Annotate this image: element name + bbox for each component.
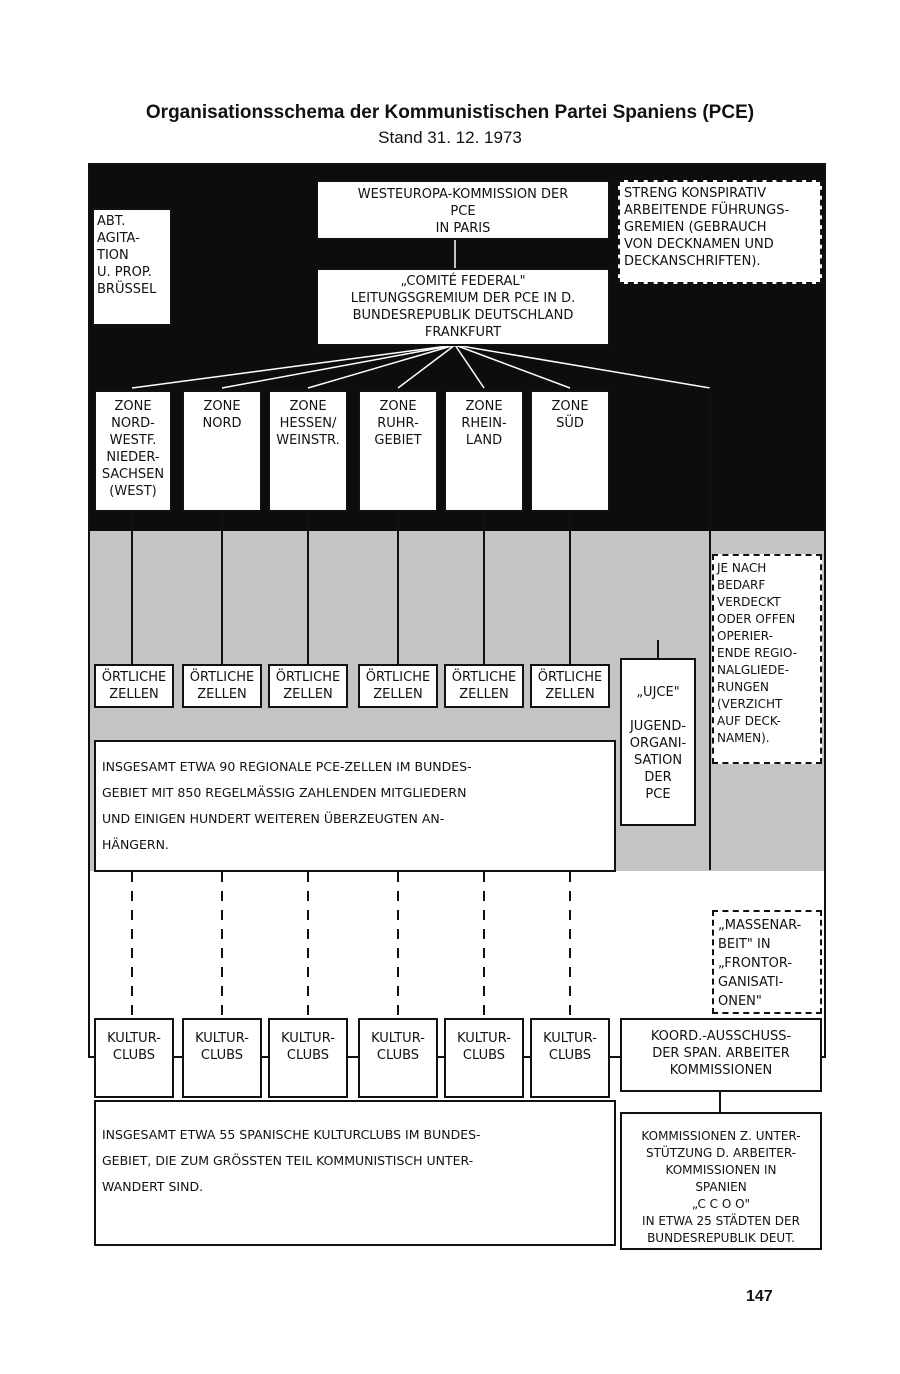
summary-cells-box [94, 740, 616, 872]
culture-club-box [182, 1018, 262, 1098]
zone-label: ZONE NORD- WESTF. NIEDER- SACHSEN (WEST) [101, 399, 165, 499]
zone-box-ruhr [358, 390, 438, 512]
regional-note [712, 554, 822, 764]
summary-clubs-label: INSGESAMT ETWA 55 SPANISCHE KULTURCLUBS IM BUNDES- GEBIET, DIE ZUM GRÖSSTEN TEIL KOMMUNISTISCH UNTER- WANDERT SIND. [102, 1127, 481, 1194]
westeuropa-kommission-box [316, 180, 610, 240]
abt-agitation-label: ABT. AGITA- TION U. PROP. BRÜSSEL [97, 214, 157, 297]
zone-label: ZONE NORD [202, 399, 242, 431]
local-cells-label: ÖRTLICHE ZELLEN [451, 670, 517, 702]
konspirativ-note-label: STRENG KONSPIRATIV ARBEITENDE FÜHRUNGS- GREMIEN (GEBRAUCH VON DECKNAMEN UND DECKANSCHRIFTEN). [624, 186, 790, 269]
zone-box-sued [530, 390, 610, 512]
page-subtitle: Stand 31. 12. 1973 [378, 128, 522, 147]
abt-agitation-box [92, 208, 172, 326]
ujce-label: „UJCE" JUGEND- ORGANI- SATION DER PCE [629, 685, 687, 802]
summary-cells-label: INSGESAMT ETWA 90 REGIONALE PCE-ZELLEN IM BUNDES- GEBIET MIT 850 REGELMÄSSIG ZAHLENDEN MITGLIEDERN UND EINIGEN HUNDERT WEITEREN ÜBERZEUGTEN AN- HÄNGERN. [102, 759, 472, 852]
local-cells-label: ÖRTLICHE ZELLEN [365, 670, 431, 702]
koord-ausschuss-label: KOORD.-AUSSCHUSS- DER SPAN. ARBEITER KOMMISSIONEN [650, 1029, 792, 1078]
culture-club-box [358, 1018, 438, 1098]
culture-club-label: KULTUR- CLUBS [371, 1031, 425, 1063]
local-cells-box [358, 664, 438, 708]
local-cells-box [268, 664, 348, 708]
page-number: 147 [746, 1288, 773, 1305]
culture-club-box [444, 1018, 524, 1098]
ujce-box [620, 658, 696, 826]
culture-club-box [530, 1018, 610, 1098]
westeuropa-kommission-label: WESTEUROPA-KOMMISSION DER PCE IN PARIS [357, 187, 569, 236]
culture-club-label: KULTUR- CLUBS [281, 1031, 335, 1063]
zone-box-nordwestf [94, 390, 172, 512]
zone-label: ZONE RUHR- GEBIET [374, 399, 422, 448]
comite-federal-box [316, 268, 610, 346]
konspirativ-note [618, 180, 822, 284]
local-cells-label: ÖRTLICHE ZELLEN [101, 670, 167, 702]
culture-club-label: KULTUR- CLUBS [195, 1031, 249, 1063]
kommissionen-box [620, 1112, 822, 1250]
regional-note-label: JE NACH BEDARF VERDECKT ODER OFFEN OPERIER- ENDE REGIO- NALGLIEDE- RUNGEN (VERZICHT AUF DECK- NAMEN). [717, 561, 798, 745]
culture-club-box [268, 1018, 348, 1098]
zone-label: ZONE HESSEN/ WEINSTR. [276, 399, 340, 448]
culture-club-label: KULTUR- CLUBS [457, 1031, 511, 1063]
mass-work-note-label: „MASSENAR- BEIT" IN „FRONTOR- GANISATI- ONEN" [718, 918, 802, 1009]
local-cells-box [94, 664, 174, 708]
zone-box-hessen [268, 390, 348, 512]
kommissionen-label: KOMMISSIONEN Z. UNTER- STÜTZUNG D. ARBEITER- KOMMISSIONEN IN SPANIEN „C C O O" IN ETWA 25 STÄDTEN DER BUNDESREPUBLIK DEUT. [641, 1129, 801, 1245]
koord-ausschuss-box [620, 1018, 822, 1092]
zone-label: ZONE RHEIN- LAND [461, 399, 507, 448]
summary-clubs-box [94, 1100, 616, 1246]
culture-club-box [94, 1018, 174, 1098]
local-cells-label: ÖRTLICHE ZELLEN [189, 670, 255, 702]
mass-work-note [712, 910, 822, 1014]
local-cells-box [182, 664, 262, 708]
local-cells-label: ÖRTLICHE ZELLEN [275, 670, 341, 702]
zone-box-rheinland [444, 390, 524, 512]
zone-label: ZONE SÜD [551, 399, 589, 431]
comite-federal-label: „COMITÉ FEDERAL" LEITUNGSGREMIUM DER PCE IN D. BUNDESREPUBLIK DEUTSCHLAND FRANKFURT [350, 274, 576, 340]
page-title: Organisationsschema der Kommunistischen Partei Spaniens (PCE) [145, 102, 755, 123]
dashed-connectors [132, 872, 570, 1018]
culture-club-label: KULTUR- CLUBS [107, 1031, 161, 1063]
local-cells-label: ÖRTLICHE ZELLEN [537, 670, 603, 702]
local-cells-box [444, 664, 524, 708]
local-cells-box [530, 664, 610, 708]
culture-club-label: KULTUR- CLUBS [543, 1031, 597, 1063]
zone-box-nord [182, 390, 262, 512]
